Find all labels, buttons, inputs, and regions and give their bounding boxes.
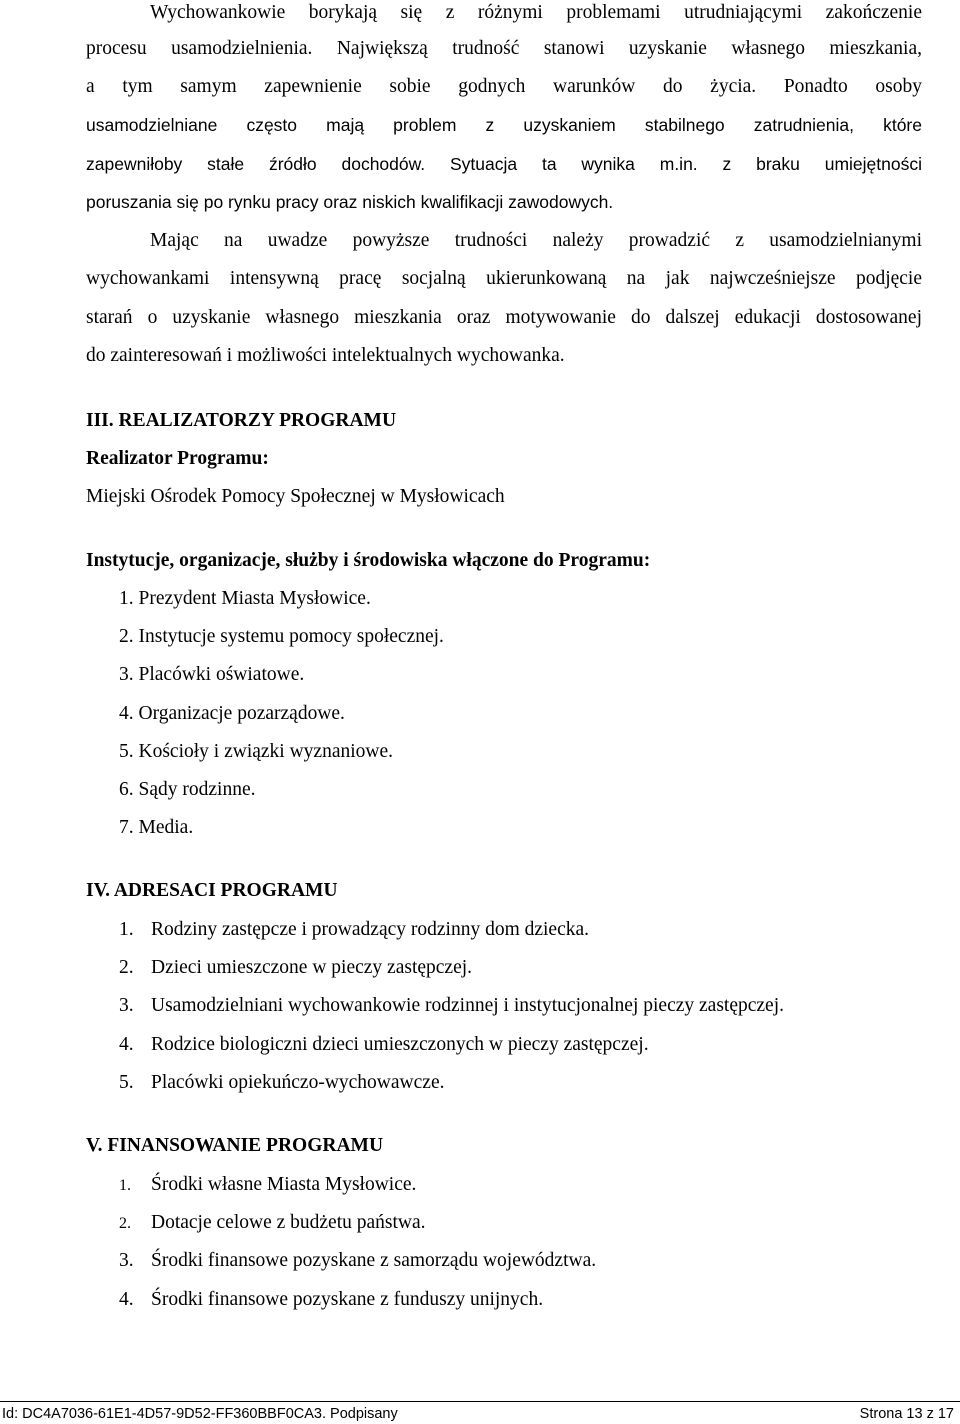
list-item: Dzieci umieszczone w pieczy zastępczej. xyxy=(151,957,473,978)
list-item: Dotacje celowe z budżetu państwa. xyxy=(151,1212,426,1233)
list-item: Rodzice biologiczni dzieci umieszczonych w pieczy zastępczej. xyxy=(151,1034,649,1055)
list-item-number: 3. xyxy=(119,995,134,1016)
list-item: Usamodzielniani wychowankowie rodzinnej i instytucjonalnej pieczy zastępczej. xyxy=(151,995,784,1016)
list-item-number: 4. xyxy=(119,1034,134,1055)
paragraph-2-line: do zainteresowań i możliwości intelektualnych wychowanka. xyxy=(86,345,565,366)
institutions-heading: Instytucje, organizacje, służby i środowiska włączone do Programu: xyxy=(86,550,651,571)
list-item-number: 4. xyxy=(119,1289,134,1310)
document-id: Id: DC4A7036-61E1-4D57-9D52-FF360BBF0CA3. Podpisany xyxy=(2,1406,398,1422)
list-item-number: 1. xyxy=(119,1177,131,1194)
list-item: Środki własne Miasta Mysłowice. xyxy=(151,1174,417,1195)
footer-divider xyxy=(0,1401,960,1402)
list-item: Środki finansowe pozyskane z samorządu województwa. xyxy=(151,1250,597,1271)
list-item: 3. Placówki oświatowe. xyxy=(119,664,305,685)
list-item: 7. Media. xyxy=(119,817,194,838)
paragraph-2-line: starań o uzyskanie własnego mieszkania oraz motywowanie do dalszej edukacji dostosowanej xyxy=(86,307,922,328)
list-item-number: 2. xyxy=(119,957,134,978)
list-item-number: 5. xyxy=(119,1072,134,1093)
list-item: Placówki opiekuńczo-wychowawcze. xyxy=(151,1072,445,1093)
paragraph-1-line: a tym samym zapewnienie sobie godnych warunków do życia. Ponadto osoby xyxy=(86,76,922,97)
list-item: 4. Organizacje pozarządowe. xyxy=(119,703,345,724)
paragraph-1-line: procesu usamodzielnienia. Największą trudność stanowi uzyskanie własnego mieszkania, xyxy=(86,38,922,59)
list-item-number: 1. xyxy=(119,919,134,940)
list-item-number: 3. xyxy=(119,1250,134,1271)
page-number: Strona 13 z 17 xyxy=(859,1406,954,1422)
list-item: Środki finansowe pozyskane z funduszy unijnych. xyxy=(151,1289,544,1310)
paragraph-1-line: Wychowankowie borykają się z różnymi problemami utrudniającymi zakończenie xyxy=(150,2,922,23)
section-5-heading: V. FINANSOWANIE PROGRAMU xyxy=(86,1135,384,1156)
list-item: Rodziny zastępcze i prowadzący rodzinny dom dziecka. xyxy=(151,919,590,940)
section-3-heading: III. REALIZATORZY PROGRAMU xyxy=(86,410,397,431)
list-item: 5. Kościoły i związki wyznaniowe. xyxy=(119,741,394,762)
paragraph-1-line: poruszania się po rynku pracy oraz niskich kwalifikacji zawodowych. xyxy=(86,192,614,212)
section-4-heading: IV. ADRESACI PROGRAMU xyxy=(86,880,338,901)
realizator-name: Miejski Ośrodek Pomocy Społecznej w Mysłowicach xyxy=(86,486,505,507)
list-item-number: 2. xyxy=(119,1215,131,1232)
paragraph-1-line: zapewniłoby stałe źródło dochodów. Sytuacja ta wynika m.in. z braku umiejętności xyxy=(86,154,922,174)
paragraph-2-line: wychowankami intensywną pracę socjalną ukierunkowaną na jak najwcześniejsze podjęcie xyxy=(86,268,922,289)
list-item: 2. Instytucje systemu pomocy społecznej. xyxy=(119,626,444,647)
paragraph-1-line: usamodzielniane często mają problem z uzyskaniem stabilnego zatrudnienia, które xyxy=(86,115,922,135)
list-item: 1. Prezydent Miasta Mysłowice. xyxy=(119,588,371,609)
realizator-subheading: Realizator Programu: xyxy=(86,448,269,469)
paragraph-2-line: Mając na uwadze powyższe trudności należy prowadzić z usamodzielnianymi xyxy=(150,230,922,251)
list-item: 6. Sądy rodzinne. xyxy=(119,779,256,800)
